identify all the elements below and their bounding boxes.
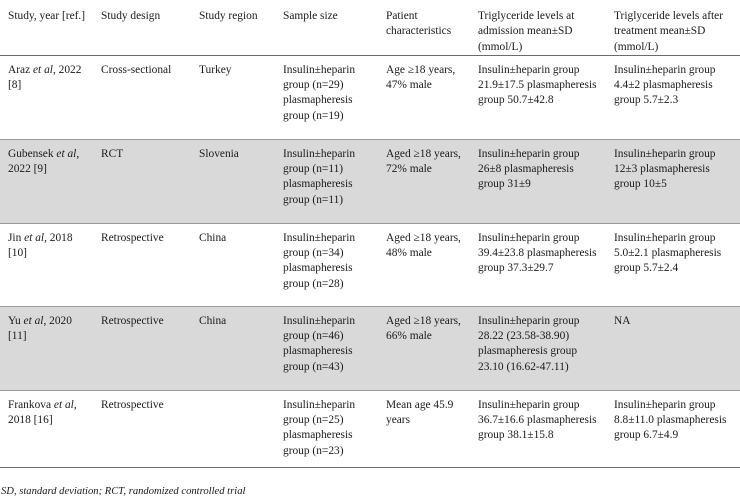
cell-design: RCT (101, 147, 124, 160)
header-study-year-ref: Study, year [ref.] (0, 0, 93, 55)
cell-tg-after: Insulin±heparin group 4.4±2 plasmapheresis group 5.7±2.3 (614, 63, 716, 107)
cell-sample: Insulin±heparin group (n=29) plasmapheresis group (n=19) (283, 63, 356, 122)
cell-sample: Insulin±heparin group (n=11) plasmapheresis group (n=11) (283, 147, 356, 206)
cell-tg-after: Insulin±heparin group 5.0±2.1 plasmapheresis group 5.7±2.4 (614, 231, 722, 275)
cell-study (0, 390, 93, 467)
table-row (0, 306, 740, 390)
cell-region: Turkey (199, 63, 232, 76)
year-ref: , 2022 [9] (8, 147, 80, 176)
cell-tg-admission: Insulin±heparin group 21.9±17.5 plasmapheresis group 50.7±42.8 (478, 63, 597, 107)
author-name: Gubensek (8, 147, 54, 160)
cell-study (0, 55, 93, 139)
table-footnote: SD, standard deviation; RCT, randomized controlled trial (1, 486, 246, 497)
table-row (0, 390, 740, 467)
cell-region: Slovenia (199, 147, 239, 160)
cell-sample: Insulin±heparin group (n=34) plasmapheresis group (n=28) (283, 231, 356, 290)
year-ref: , 2018 [10] (8, 231, 73, 260)
table-row (0, 223, 740, 306)
cell-study (0, 139, 93, 223)
cell-characteristics: Aged ≥18 years, 72% male (386, 147, 461, 176)
cell-tg-admission: Insulin±heparin group 28.22 (23.58-38.90) plasmapheresis group 23.10 (16.62-47.11) (478, 314, 580, 373)
header-patient-characteristics: Patient characteristics (378, 0, 470, 55)
cell-characteristics: Mean age 45.9 years (386, 398, 454, 427)
cell-characteristics: Aged ≥18 years, 66% male (386, 314, 461, 343)
header-sample-size: Sample size (275, 0, 378, 55)
table-row (0, 55, 740, 139)
cell-region (191, 390, 275, 467)
cell-region: China (199, 231, 227, 244)
cell-tg-admission: Insulin±heparin group 36.7±16.6 plasmapheresis group 38.1±15.8 (478, 398, 597, 442)
cell-study (0, 223, 93, 306)
cell-characteristics: Aged ≥18 years, 48% male (386, 231, 461, 260)
et-al: et al (33, 63, 53, 76)
year-ref: , 2022 [8] (8, 63, 82, 92)
et-al: et al (53, 398, 74, 411)
author-name: Yu (8, 314, 21, 327)
year-ref: , 2020 [11] (8, 314, 72, 343)
year-ref: , 2018 [16] (8, 398, 77, 427)
cell-region: China (199, 314, 227, 327)
et-al: et al (24, 231, 45, 244)
cell-characteristics: Age ≥18 years, 47% male (386, 63, 456, 92)
cell-tg-after: Insulin±heparin group 12±3 plasmapheresis group 10±5 (614, 147, 716, 191)
header-study-region: Study region (191, 0, 275, 55)
header-row (0, 0, 740, 55)
cell-sample: Insulin±heparin group (n=46) plasmapheresis group (n=43) (283, 314, 356, 373)
author-name: Jin (8, 231, 22, 244)
cell-design: Retrospective (101, 231, 164, 244)
table-row (0, 139, 740, 223)
header-tg-admission: Triglyceride levels at admission mean±SD (mmol/L) (470, 0, 606, 55)
cell-design: Retrospective (101, 398, 164, 411)
cell-design: Cross-sectional (101, 63, 172, 76)
cell-study (0, 306, 93, 390)
cell-tg-after: Insulin±heparin group 8.8±11.0 plasmapheresis group 6.7±4.9 (614, 398, 727, 442)
cell-sample: Insulin±heparin group (n=25) plasmapheresis group (n=23) (283, 398, 356, 457)
cell-design: Retrospective (101, 314, 164, 327)
header-tg-after: Triglyceride levels after treatment mean±SD (mmol/L) (606, 0, 740, 55)
cell-tg-admission: Insulin±heparin group 39.4±23.8 plasmapheresis group 37.3±29.7 (478, 231, 597, 275)
cell-tg-after: NA (614, 314, 631, 327)
header-study-design: Study design (93, 0, 191, 55)
et-al: et al (23, 314, 44, 327)
cell-tg-admission: Insulin±heparin group 26±8 plasmapheresis group 31±9 (478, 147, 580, 191)
author-name: Araz (8, 63, 31, 76)
et-al: et al (56, 147, 77, 160)
author-name: Frankova (8, 398, 52, 411)
